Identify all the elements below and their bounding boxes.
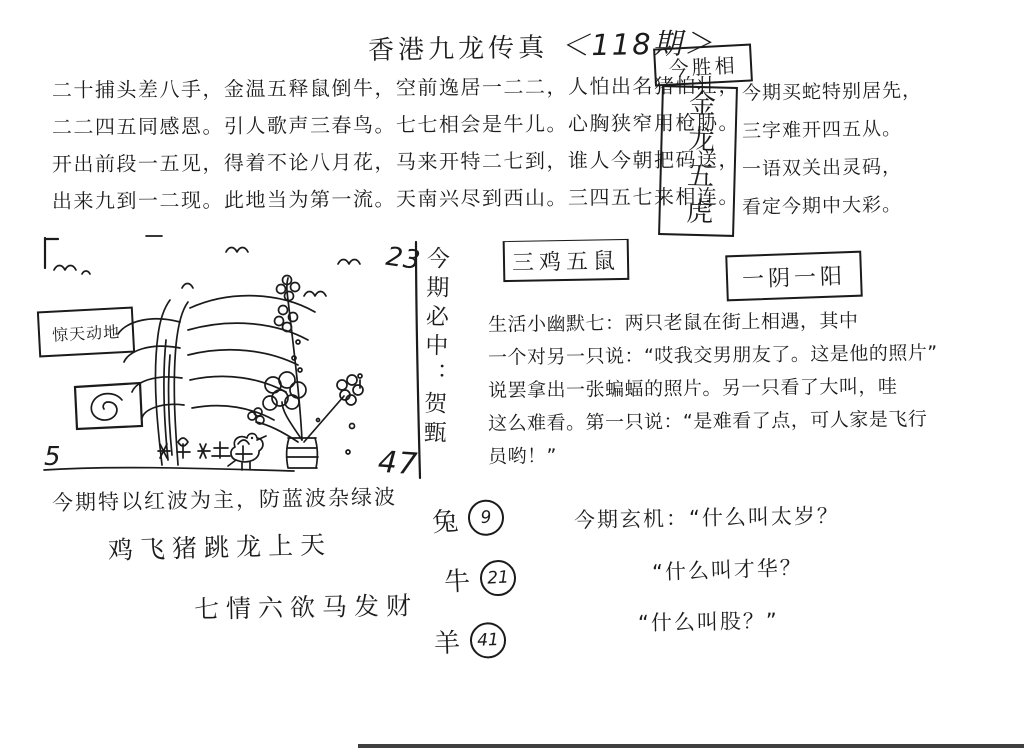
pick-box-right-text: 一阴一阳 (741, 263, 847, 293)
title-name: 香港九龙传真 (367, 32, 549, 67)
joke-line: 生活小幽默七：两只老鼠在街上相遇，其中 (487, 309, 859, 336)
sketch-number-left: 5 (44, 442, 62, 472)
sketch-vertical-caption: 今期必中：贺甄 (419, 245, 450, 450)
plum-vase-drawing (248, 276, 363, 469)
banner-box (37, 307, 135, 358)
duck-drawing (228, 434, 266, 471)
zodiac-animal: 羊 (433, 628, 461, 660)
joke-line: 这么难看。第一只说：“是难看了点，可人家是飞行 (487, 408, 928, 435)
birds-drawing (54, 248, 360, 297)
pick-box-right (725, 251, 863, 302)
right-poem-line: 一语双关出灵码， (741, 155, 903, 181)
pick-box-left (503, 239, 630, 282)
joke-line: 说罢拿出一张蝙蝠的照片。另一只看了大叫，哇 (487, 375, 898, 402)
main-poem-line: 二十捕头差八手，金温五释鼠倒牛，空前逸居一二二，人怕出名猪怕壮， (51, 73, 741, 103)
joke-line: 一个对另一只说：“哎我交男朋友了。这是他的照片” (487, 342, 938, 369)
right-poem-line: 今期买蛇特别居先， (741, 79, 923, 105)
right-poem (742, 72, 1024, 224)
riddle-line: 今期玄机：“什么叫太岁？ (573, 503, 841, 533)
zodiac-pick (433, 621, 506, 660)
joke-paragraph (488, 306, 1024, 471)
sketch-number-top: 23 (384, 241, 424, 277)
circled-number: 21 (479, 559, 517, 597)
main-poem-line: 出来九到一二现。此地当为第一流。天南兴尽到西山。三四五七来相连。 (51, 184, 741, 214)
main-poem-line: 二二四五同感恩。引人歌声三春鸟。七七相会是牛儿。心胸狭窄用枪胁。 (51, 110, 741, 140)
right-poem-line: 看定今期中大彩。 (741, 193, 903, 219)
title-issue-number: ＜118期＞ (560, 25, 715, 63)
zodiac-pick (431, 498, 505, 540)
zodiac-animal: 兔 (431, 506, 460, 539)
zodiac-pick (443, 558, 517, 599)
win-picture-label: 今胜相 (667, 52, 739, 81)
banner-text: 惊天动地 (51, 321, 121, 345)
pick-box-left-text: 三鸡五鼠 (511, 248, 621, 276)
zodiac-animal: 牛 (443, 566, 471, 598)
main-poem-line: 开出前段一五见，得着不论八月花，马来开特二七到，谁人今朝把码送， (51, 147, 741, 177)
willow-tree-drawing (118, 296, 315, 465)
spiral-box-drawing (75, 383, 142, 429)
sketch-number-bottom: 47 (376, 444, 420, 483)
slogan-line: 七情六欲马发财 (193, 591, 419, 624)
circled-number: 9 (467, 498, 505, 536)
circled-number: 41 (469, 621, 506, 658)
slogan-line: 鸡飞猪跳龙上天 (107, 530, 333, 565)
wave-color-tip: 今期特以红波为主，防蓝波杂绿波 (51, 484, 398, 516)
frame-lines (44, 236, 420, 478)
joke-line: 员哟！” (487, 445, 557, 468)
riddle-line: “什么叫股？” (637, 608, 779, 636)
scan-edge-bar (358, 744, 1024, 748)
win-picture-vertical-text: 金龙五虎 (680, 88, 716, 234)
right-poem-line: 三字难开四五从。 (741, 117, 903, 143)
riddle-line: “什么叫才华？ (651, 555, 804, 585)
